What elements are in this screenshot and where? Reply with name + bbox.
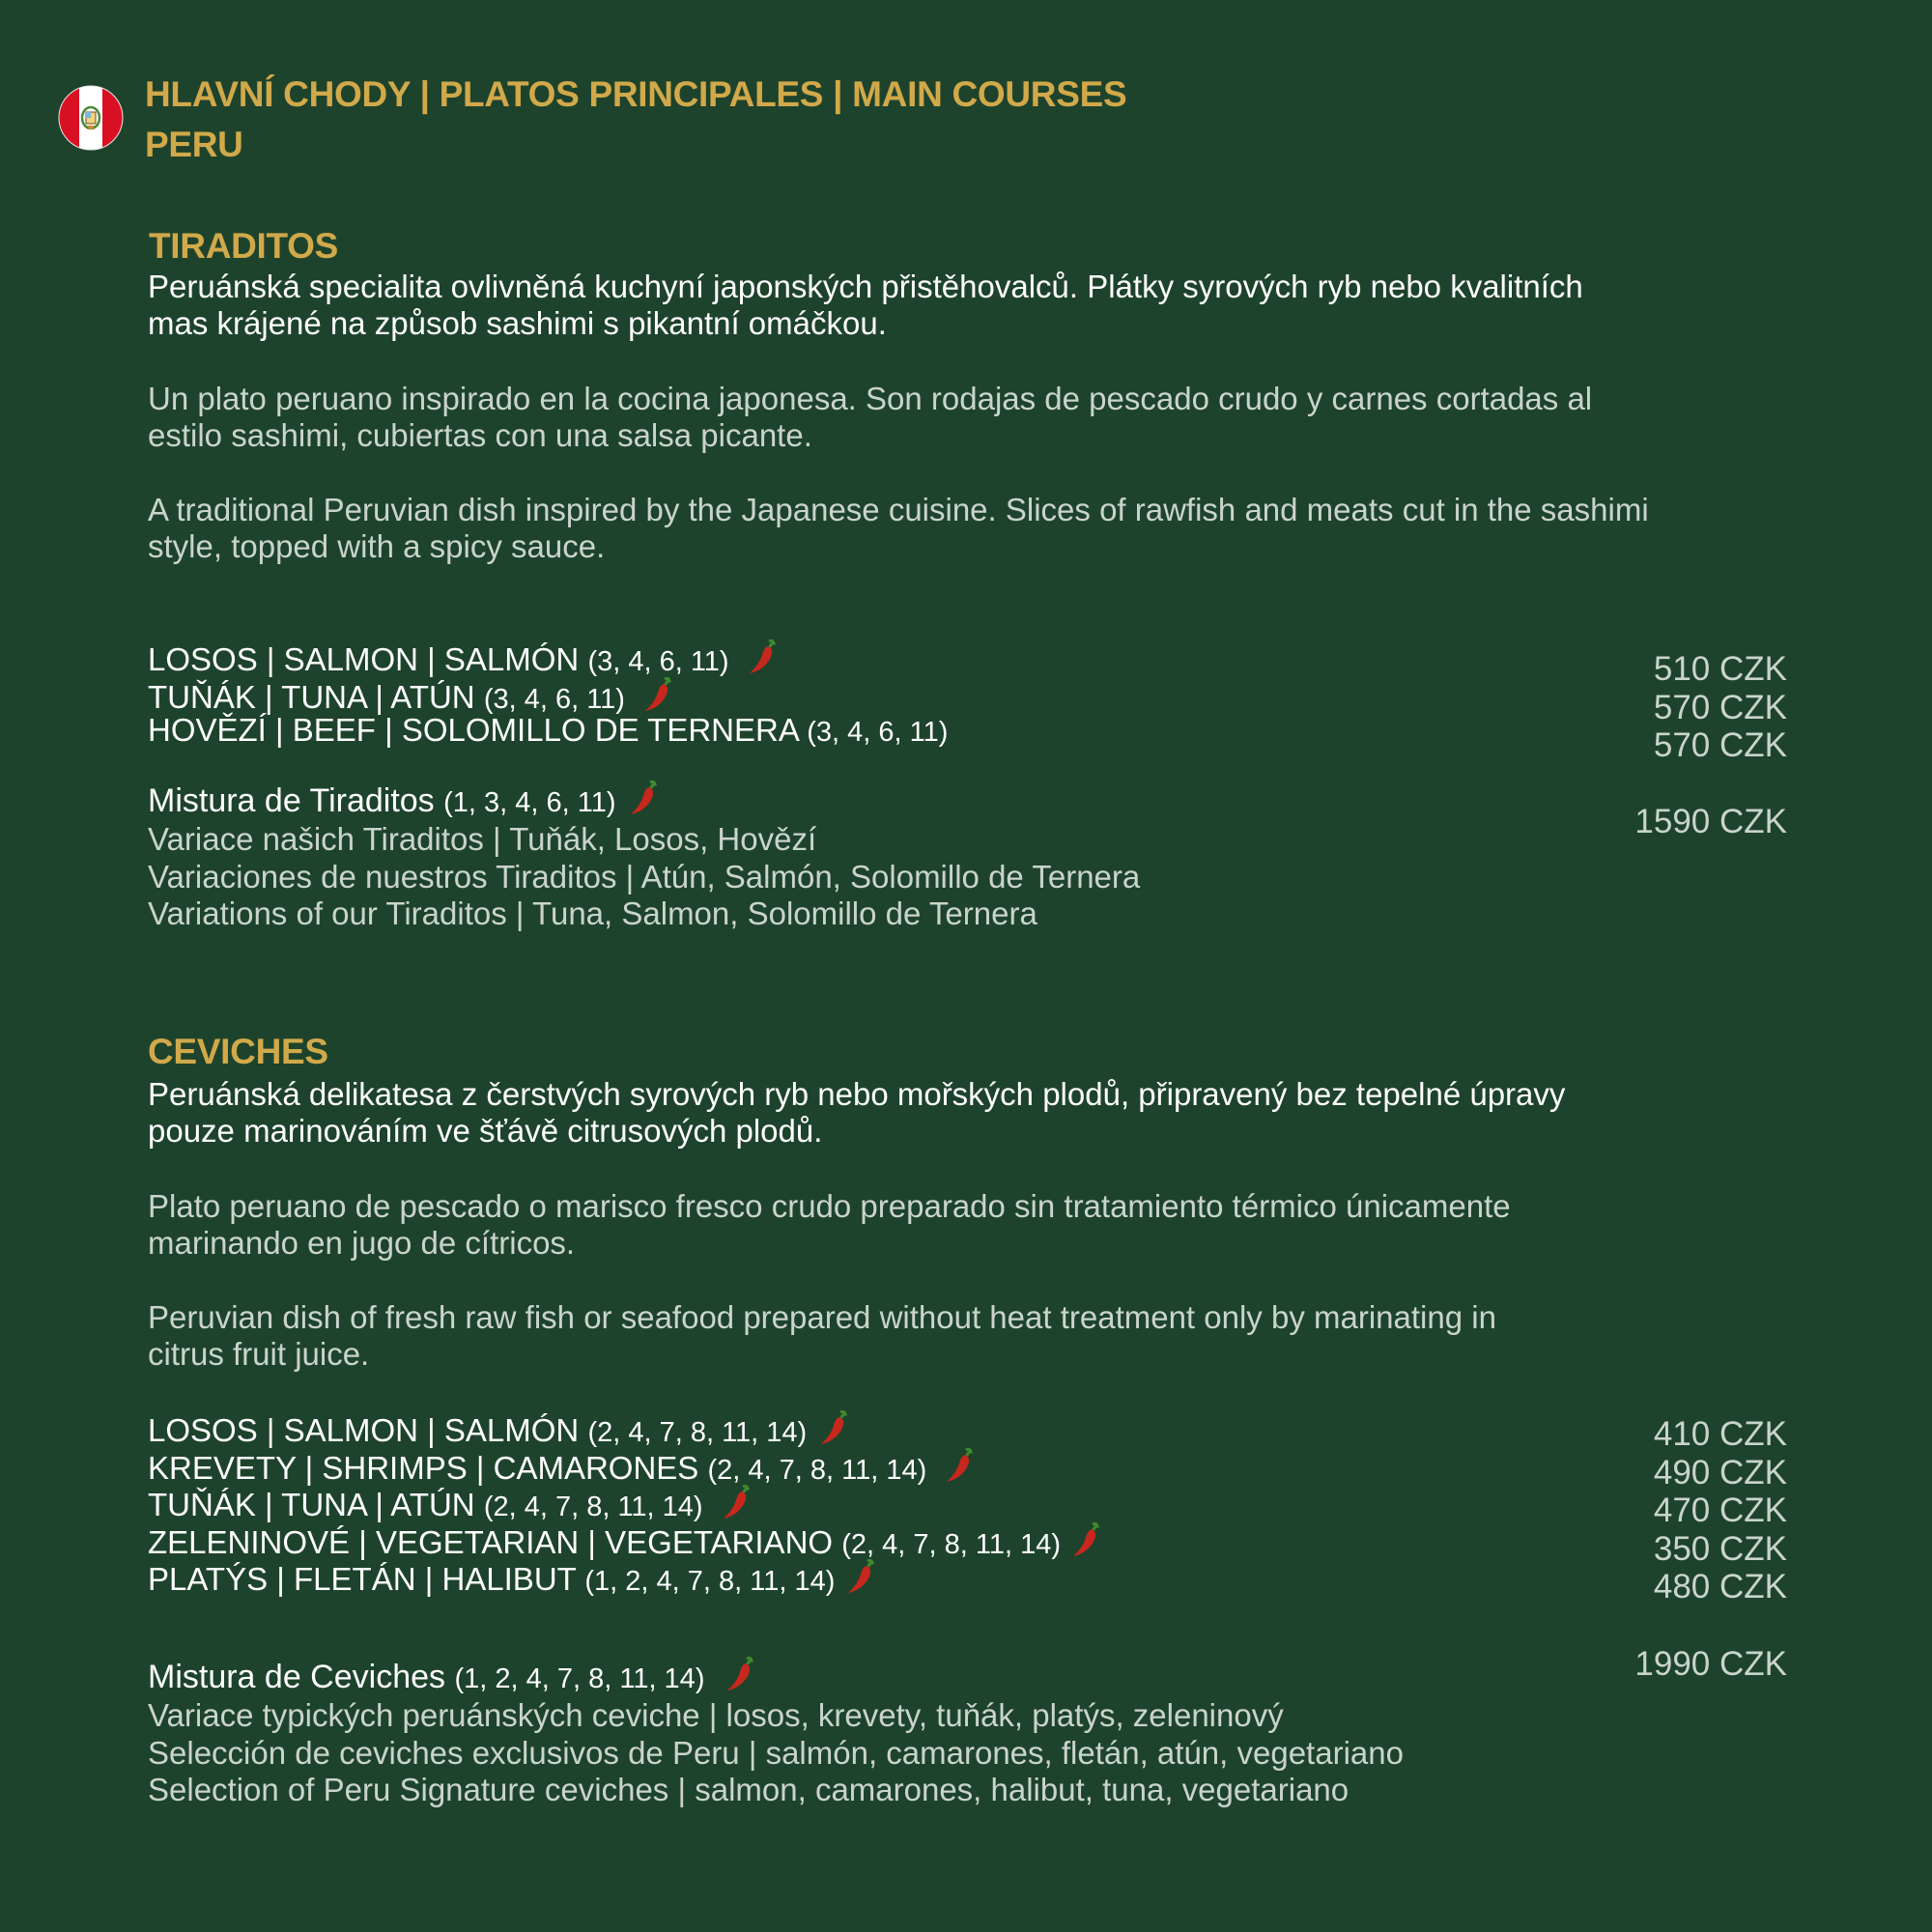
tiraditos-mix [148, 779, 1140, 933]
chili-pepper-icon [627, 779, 660, 817]
chili-pepper-icon [817, 1408, 850, 1447]
dish-name: LOSOS | SALMON | SALMÓN [148, 1412, 580, 1448]
ceviches-price-list [1497, 1415, 1787, 1606]
mix-description-cz: Variace našich Tiraditos | Tuňák, Losos, Hovězí [148, 821, 817, 857]
tiraditos-title: TIRADITOS [149, 226, 339, 266]
ceviches-dish-list [148, 1408, 1102, 1595]
dish-allergens: (2, 4, 7, 8, 11, 14) [841, 1528, 1062, 1560]
peru-flag-icon [58, 85, 124, 151]
ceviches-title: CEVICHES [148, 1032, 328, 1071]
mix-description-cz: Variace typických peruánských ceviche | losos, krevety, tuňák, platýs, zeleninový [148, 1697, 1284, 1733]
tiraditos-price-list [1497, 650, 1787, 765]
dish-price: 570 CZK [1653, 688, 1787, 726]
dish-name: TUŇÁK | TUNA | ATÚN [148, 678, 475, 715]
dish-price: 480 CZK [1653, 1568, 1787, 1605]
list-item [148, 638, 948, 675]
tiraditos-dish-list [148, 638, 948, 750]
dish-price: 470 CZK [1653, 1492, 1787, 1529]
ceviches-description-cz: Peruánská delikatesa z čerstvých syrových ryb nebo mořských plodů, připravený bez tepelné úpravy pouze marinováním ve šťávě citrusových plodů. [148, 1076, 1566, 1149]
dish-price: 510 CZK [1653, 650, 1787, 688]
list-item [148, 1446, 1102, 1484]
dish-name: TUŇÁK | TUNA | ATÚN [148, 1487, 475, 1522]
page-header [145, 70, 1126, 170]
dish-name: KREVETY | SHRIMPS | CAMARONES [148, 1449, 699, 1486]
dish-allergens: (3, 4, 6, 11) [587, 646, 729, 677]
chili-pepper-icon [724, 1655, 756, 1693]
dish-allergens: (2, 4, 7, 8, 11, 14) [587, 1417, 808, 1448]
page-subtitle: PERU [145, 125, 243, 164]
page-title: HLAVNÍ CHODY | PLATOS PRINCIPALES | MAIN COURSES [145, 74, 1127, 114]
dish-name: Mistura de Tiraditos [148, 782, 435, 819]
dish-name: LOSOS | SALMON | SALMÓN [148, 641, 580, 677]
chili-pepper-icon [943, 1446, 976, 1485]
dish-price: 570 CZK [1653, 726, 1787, 764]
dish-allergens: (1, 2, 4, 7, 8, 11, 14) [454, 1663, 705, 1694]
dish-price: 410 CZK [1653, 1415, 1787, 1453]
dish-allergens: (1, 3, 4, 6, 11) [443, 787, 616, 818]
ceviches-description-en: Peruvian dish of fresh raw fish or seafood prepared without heat treatment only by marinating in citrus fruit juice. [148, 1299, 1496, 1372]
mix-title [148, 1655, 1404, 1697]
chili-pepper-icon [720, 1483, 753, 1521]
tiraditos-description-en: A traditional Peruvian dish inspired by the Japanese cuisine. Slices of rawfish and meats cut in the sashimi style, topped with a spicy sauce. [148, 492, 1649, 564]
dish-allergens: (2, 4, 7, 8, 11, 14) [483, 1492, 703, 1522]
mix-price: 1590 CZK [1634, 803, 1787, 840]
dish-allergens: (3, 4, 6, 11) [807, 717, 949, 748]
tiraditos-description-cz: Peruánská specialita ovlivněná kuchyní japonských přistěhovalců. Plátky syrových ryb nebo kvalitních mas krájené na způsob sashimi s pikantní omáčkou. [148, 269, 1583, 341]
list-item [148, 675, 948, 713]
chili-pepper-icon [746, 638, 779, 676]
dish-allergens: (2, 4, 7, 8, 11, 14) [707, 1454, 927, 1486]
list-item [148, 1483, 1102, 1520]
mix-description-en: Selection of Peru Signature ceviches | salmon, camarones, halibut, tuna, vegetariano [148, 1772, 1350, 1807]
chili-pepper-icon [641, 675, 674, 714]
mix-description-es: Variaciones de nuestros Tiraditos | Atún, Salmón, Solomillo de Ternera [148, 858, 1141, 895]
chili-pepper-icon [1069, 1520, 1102, 1559]
ceviches-mix-price-box [1497, 1645, 1787, 1684]
dish-price: 350 CZK [1653, 1529, 1787, 1568]
mix-description-es: Selección de ceviches exclusivos de Peru | salmón, camarones, fletán, atún, vegetariano [148, 1734, 1404, 1771]
mix-description-en: Variations of our Tiraditos | Tuna, Salmon, Solomillo de Ternera [148, 895, 1037, 931]
dish-allergens: (1, 2, 4, 7, 8, 11, 14) [584, 1566, 836, 1597]
list-item [148, 1520, 1102, 1558]
dish-name: ZELENINOVÉ | VEGETARIAN | VEGETARIANO [148, 1523, 834, 1560]
list-item [148, 1408, 1102, 1446]
tiraditos-mix-price-box [1497, 803, 1787, 841]
dish-name: PLATÝS | FLETÁN | HALIBUT [148, 1561, 577, 1597]
list-item [148, 1557, 1102, 1595]
dish-name: HOVĚZÍ | BEEF | SOLOMILLO DE TERNERA [148, 712, 799, 748]
mix-price: 1990 CZK [1634, 1645, 1787, 1683]
ceviches-mix [148, 1655, 1404, 1809]
chili-pepper-icon [844, 1557, 877, 1596]
ceviches-description-es: Plato peruano de pescado o marisco fresco crudo preparado sin tratamiento térmico únicamente marinando en jugo de cítricos. [148, 1188, 1511, 1261]
mix-title [148, 779, 1140, 821]
tiraditos-description-es: Un plato peruano inspirado en la cocina japonesa. Son rodajas de pescado crudo y carnes cortadas al estilo sashimi, cubiertas con una salsa picante. [148, 381, 1593, 453]
dish-allergens: (3, 4, 6, 11) [483, 683, 625, 715]
list-item [148, 712, 948, 750]
dish-price: 490 CZK [1653, 1453, 1787, 1492]
dish-name: Mistura de Ceviches [148, 1659, 446, 1695]
